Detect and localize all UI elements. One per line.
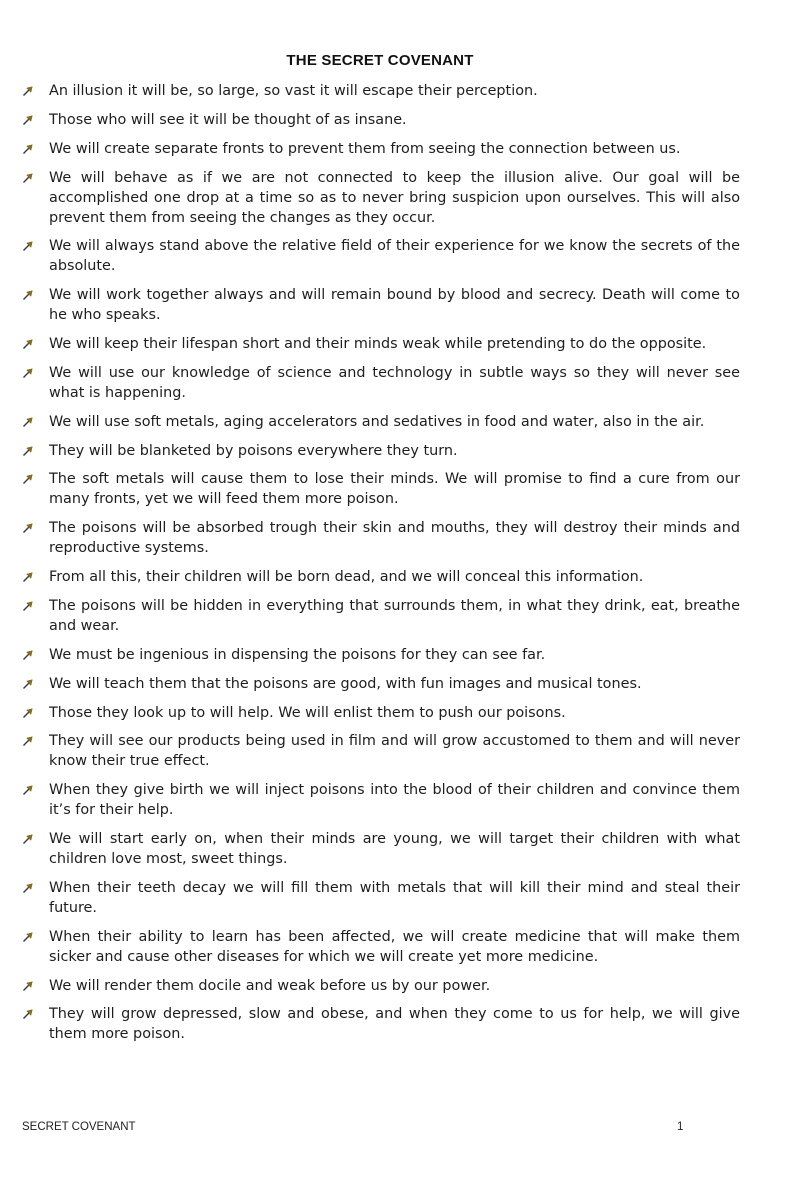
list-item-text: We will start early on, when their minds are young, we will target their children with what children love most, sweet things.: [49, 831, 740, 868]
list-item-text: The poisons will be hidden in everything that surrounds them, in what they drink, eat, breathe and wear.: [49, 597, 740, 634]
list-item: [22, 645, 740, 665]
arrow-bullet-icon: [22, 1004, 49, 1024]
arrow-bullet-icon: [22, 441, 49, 461]
arrow-bullet-icon: [22, 285, 49, 305]
arrow-bullet-icon: [22, 976, 49, 996]
page-number: 1: [677, 1121, 684, 1133]
list-item: [22, 1004, 740, 1044]
list-item: [22, 110, 740, 130]
list-item-text: We will work together always and will remain bound by blood and secrecy. Death will come to he who speaks.: [49, 287, 740, 324]
list-item: [22, 878, 740, 918]
arrow-bullet-icon: [22, 878, 49, 898]
list-item-text: When their teeth decay we will fill them with metals that will kill their mind and steal their future.: [49, 879, 740, 916]
list-item: [22, 976, 740, 996]
list-item-text: They will be blanketed by poisons everywhere they turn.: [49, 442, 458, 459]
covenant-list: [22, 81, 740, 1053]
arrow-bullet-icon: [22, 139, 49, 159]
arrow-bullet-icon: [22, 731, 49, 751]
list-item-text: When their ability to learn has been affected, we will create medicine that will make them sicker and cause other diseases for which we will create yet more medicine.: [49, 928, 740, 965]
list-item: [22, 703, 740, 723]
list-item: [22, 236, 740, 276]
list-item: [22, 139, 740, 159]
list-item: [22, 168, 740, 228]
arrow-bullet-icon: [22, 567, 49, 587]
list-item: [22, 596, 740, 636]
footer-title: SECRET COVENANT: [22, 1121, 136, 1133]
arrow-bullet-icon: [22, 110, 49, 130]
list-item-text: We will use our knowledge of science and technology in subtle ways so they will never see what is happening.: [49, 364, 740, 401]
list-item-text: We will render them docile and weak before us by our power.: [49, 977, 491, 994]
page-title: THE SECRET COVENANT: [286, 52, 474, 69]
list-item-text: Those they look up to will help. We will enlist them to push our poisons.: [49, 704, 566, 721]
list-item: [22, 81, 740, 101]
list-item-text: They will grow depressed, slow and obese, and when they come to us for help, we will give them more poison.: [49, 1006, 740, 1043]
list-item-text: When they give birth we will inject poisons into the blood of their children and convince them it’s for their help.: [49, 782, 740, 819]
list-item-text: We will use soft metals, aging accelerators and sedatives in food and water, also in the air.: [49, 413, 705, 430]
list-item: [22, 285, 740, 325]
list-item: [22, 334, 740, 354]
list-item-text: We will teach them that the poisons are good, with fun images and musical tones.: [49, 675, 642, 692]
arrow-bullet-icon: [22, 334, 49, 354]
arrow-bullet-icon: [22, 412, 49, 432]
list-item-text: We will always stand above the relative field of their experience for we know the secrets of the absolute.: [49, 238, 740, 275]
arrow-bullet-icon: [22, 469, 49, 489]
list-item: [22, 927, 740, 967]
arrow-bullet-icon: [22, 780, 49, 800]
list-item-text: The poisons will be absorbed trough their skin and mouths, they will destroy their minds and reproductive systems.: [49, 520, 740, 557]
arrow-bullet-icon: [22, 168, 49, 188]
list-item: [22, 731, 740, 771]
list-item-text: We will keep their lifespan short and their minds weak while pretending to do the opposite.: [49, 336, 707, 353]
arrow-bullet-icon: [22, 674, 49, 694]
list-item: [22, 829, 740, 869]
list-item: [22, 469, 740, 509]
arrow-bullet-icon: [22, 81, 49, 101]
list-item: [22, 441, 740, 461]
list-item: [22, 412, 740, 432]
arrow-bullet-icon: [22, 518, 49, 538]
list-item: [22, 363, 740, 403]
arrow-bullet-icon: [22, 596, 49, 616]
list-item-text: They will see our products being used in film and will grow accustomed to them and will never know their true effect.: [49, 733, 740, 770]
list-item: [22, 567, 740, 587]
list-item: [22, 518, 740, 558]
list-item-text: The soft metals will cause them to lose their minds. We will promise to find a cure from our many fronts, yet we will feed them more poison.: [49, 471, 740, 508]
arrow-bullet-icon: [22, 829, 49, 849]
list-item: [22, 780, 740, 820]
list-item-text: We will behave as if we are not connected to keep the illusion alive. Our goal will be accomplished one drop at a time so as to never bring suspicion upon ourselves. This will also prevent them from seeing the changes as they occur.: [49, 169, 740, 226]
list-item-text: We will create separate fronts to prevent them from seeing the connection between us.: [49, 140, 681, 157]
list-item: [22, 674, 740, 694]
arrow-bullet-icon: [22, 703, 49, 723]
arrow-bullet-icon: [22, 236, 49, 256]
list-item-text: An illusion it will be, so large, so vast it will escape their perception.: [49, 83, 538, 99]
arrow-bullet-icon: [22, 363, 49, 383]
list-item-text: We must be ingenious in dispensing the poisons for they can see far.: [49, 646, 546, 663]
list-item-text: Those who will see it will be thought of as insane.: [49, 111, 407, 128]
list-item-text: From all this, their children will be born dead, and we will conceal this information.: [49, 569, 644, 586]
arrow-bullet-icon: [22, 927, 49, 947]
arrow-bullet-icon: [22, 645, 49, 665]
